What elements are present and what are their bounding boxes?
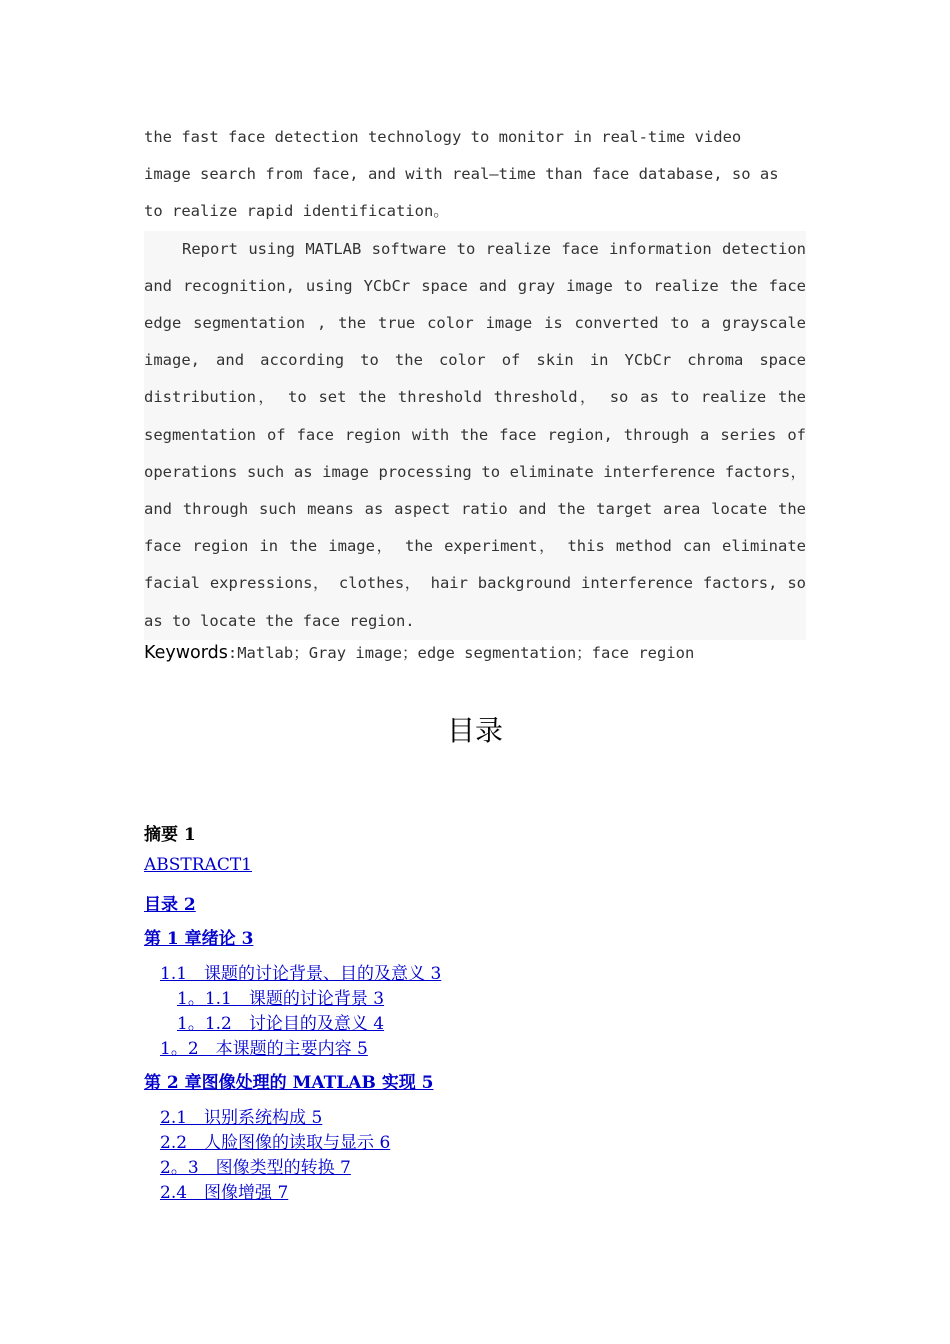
- toc-item-chapter-2[interactable]: [144, 1068, 434, 1093]
- toc-item-chapter-1[interactable]: [144, 924, 253, 949]
- toc-link[interactable]: ABSTRACT1: [144, 855, 252, 875]
- toc-item-2-2[interactable]: [160, 1128, 390, 1153]
- toc-item-contents[interactable]: [144, 890, 196, 915]
- abstract-line: image search from face, and with real—time than face database, so as: [144, 165, 779, 184]
- toc-item-1-1-1[interactable]: [177, 984, 384, 1009]
- toc-item-2-3[interactable]: [160, 1153, 351, 1178]
- abstract-line: to realize rapid identification。: [144, 202, 449, 221]
- toc-item-abstract-cn: [144, 820, 196, 845]
- toc-link[interactable]: 1。1.2 讨论目的及意义 4: [177, 1014, 385, 1034]
- toc-link[interactable]: 目录 2: [144, 895, 196, 915]
- toc-item-2-1[interactable]: [160, 1103, 322, 1128]
- keywords-label: Keywords: [144, 643, 228, 663]
- toc-link[interactable]: 2.1 识别系统构成 5: [160, 1108, 323, 1128]
- abstract-paragraph-1: [144, 119, 806, 231]
- toc-item-1-2[interactable]: [160, 1034, 368, 1059]
- toc-link[interactable]: 第 2 章图像处理的 MATLAB 实现 5: [144, 1073, 434, 1093]
- toc-entry-text: 摘要 1: [144, 825, 196, 845]
- toc-link[interactable]: 第 1 章绪论 3: [144, 929, 254, 949]
- keywords-text: :Matlab；Gray image；edge segmentation；face region: [227, 644, 695, 662]
- toc-link[interactable]: 1。2 本课题的主要内容 5: [160, 1039, 368, 1059]
- toc-item-abstract-en[interactable]: [144, 855, 252, 875]
- toc-item-2-4[interactable]: [160, 1178, 288, 1203]
- toc-link[interactable]: 1。1.1 课题的讨论背景 3: [177, 989, 385, 1009]
- keywords-line: [144, 641, 694, 663]
- toc-title: 目录: [446, 714, 503, 747]
- abstract-line: the fast face detection technology to monitor in real-time video: [144, 128, 742, 146]
- abstract-paragraph-2: Report using MATLAB software to realize face information detection and recognition, using YCbCr space and gray image to realize the face edge segmentation , the true color image is converted to a grayscale image, and according to the color of skin in YCbCr chroma space distribution， to set the threshold threshold， so as to realize the segmentation of face region with the face region, through a series of operations such as image processing to eliminate interference factors， and through such means as aspect ratio and the target area locate the face region in the image， the experiment， this method can eliminate facial expressions， clothes， hair background interference factors, so as to locate the face region.: [144, 231, 806, 640]
- toc-item-1-1-2[interactable]: [177, 1009, 384, 1034]
- abstract-body: [144, 119, 806, 640]
- toc-link[interactable]: 1.1 课题的讨论背景、目的及意义 3: [160, 964, 442, 984]
- toc-item-1-1[interactable]: [160, 959, 441, 984]
- toc-link[interactable]: 2.4 图像增强 7: [160, 1183, 289, 1203]
- toc-link[interactable]: 2。3 图像类型的转换 7: [160, 1158, 351, 1178]
- toc-link[interactable]: 2.2 人脸图像的读取与显示 6: [160, 1133, 391, 1153]
